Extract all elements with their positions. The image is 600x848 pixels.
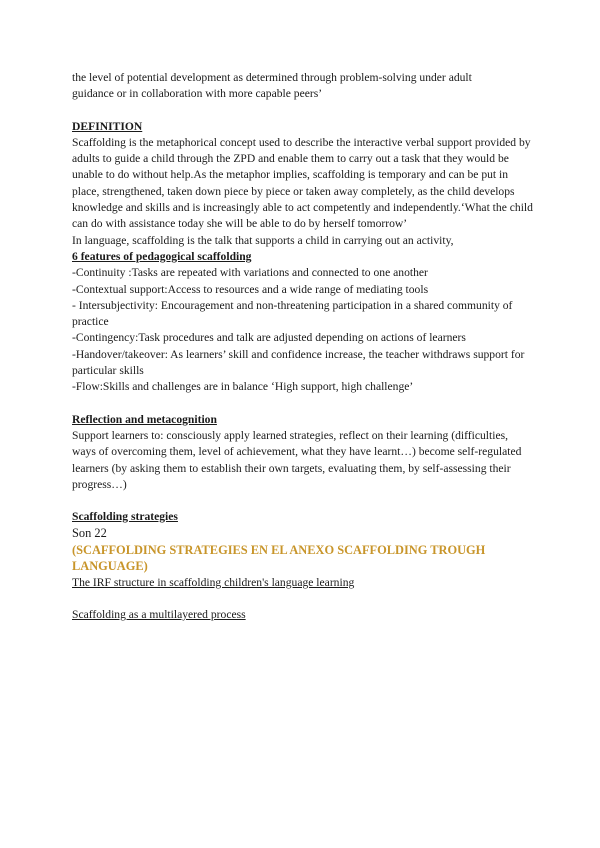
- strategies-heading: Scaffolding strategies: [72, 510, 178, 524]
- strategies-count: Son 22: [72, 526, 107, 541]
- feature-item: -Handover/takeover: As learners’ skill and confidence increase, the teacher withdraws support for particular skills: [72, 347, 525, 378]
- language-line: In language, scaffolding is the talk that supports a child in carrying out an activity,: [72, 233, 454, 247]
- annex-note: (SCAFFOLDING STRATEGIES EN EL ANEXO SCAFFOLDING TROUGH LANGUAGE): [72, 542, 486, 574]
- reflection-heading: Reflection and metacognition: [72, 412, 217, 426]
- definition-paragraph: Scaffolding is the metaphorical concept used to describe the interactive verbal support provided by adults to guide a child through the ZPD and enable them to carry out a task that they would be unable to do without help.As the metaphor implies, scaffolding is temporary and can be put in place, strengthened, taken down piece by piece or taken away completely, as the child develops knowledge and skills and is increasingly able to act competently and independently.‘What the child can do with assistance today she will be able to do by herself tomorrow’: [72, 135, 533, 231]
- feature-item: -Contextual support:Access to resources and a wide range of mediating tools: [72, 282, 429, 296]
- document-body: [72, 70, 534, 623]
- feature-item: -Continuity :Tasks are repeated with variations and connected to one another: [72, 266, 428, 280]
- definition-heading: DEFINITION: [72, 119, 143, 133]
- features-heading: 6 features of pedagogical scaffolding: [72, 249, 252, 263]
- feature-item: -Contingency:Task procedures and talk are adjusted depending on actions of learners: [72, 331, 466, 345]
- reflection-paragraph: Support learners to: consciously apply learned strategies, reflect on their learning (difficulties, ways of overcoming them, level of achievement, what they have learnt…) become self-regulated learners (by asking them to establish their own targets, evaluating them, by self-assessing their progress…): [72, 428, 522, 491]
- irf-line: The IRF structure in scaffolding children's language learning: [72, 575, 355, 589]
- intro-line-1: the level of potential development as determined through problem-solving under adult: [72, 71, 472, 84]
- feature-item: - Intersubjectivity: Encouragement and non-threatening participation in a shared community of practice: [72, 298, 513, 329]
- feature-item: -Flow:Skills and challenges are in balance ‘High support, high challenge’: [72, 380, 414, 394]
- multilayer-line: Scaffolding as a multilayered process: [72, 608, 246, 622]
- intro-line-2: guidance or in collaboration with more capable peers’: [72, 87, 323, 101]
